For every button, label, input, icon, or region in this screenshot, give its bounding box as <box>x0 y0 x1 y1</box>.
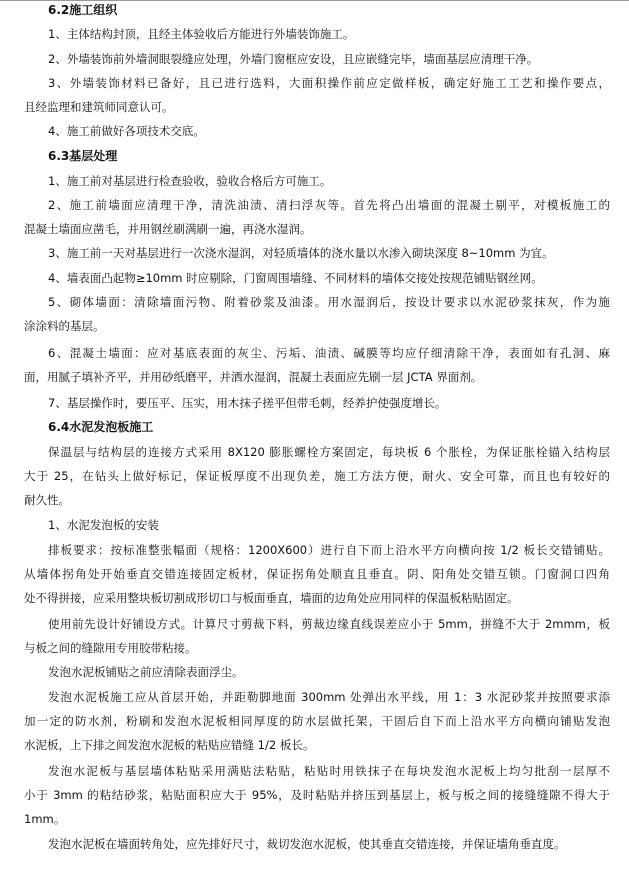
paragraph-line: 发泡水泥板与基层墙体粘贴采用满贴法粘贴，粘贴时用铁抹子在每块发泡水泥板上均匀批刮一层厚不 <box>48 764 610 778</box>
top-rule <box>0 0 629 1</box>
paragraph-line: 水泥板，上下排之间发泡水泥板的粘贴应错缝 1/2 板长。 <box>24 738 315 752</box>
paragraph-line: 发泡水泥板施工应从首层开始，并距勒脚地面 300mm 处弹出水平线，用 1：3 水泥砂浆并按照要求添 <box>48 690 610 704</box>
paragraph-line: 1、施工前对基层进行检查验收，验收合格后方可施工。 <box>48 174 332 188</box>
paragraph-line: 6、混凝土墙面：应对基底表面的灰尘、污垢、油渍、碱膜等均应仔细清除干净，表面如有孔洞、麻 <box>48 346 610 360</box>
paragraph-line: 1、水泥发泡板的安装 <box>48 518 159 532</box>
paragraph-line: 2、外墙装饰前外墙洞眼裂缝应处理，外墙门窗框应安设，且应嵌缝完毕，墙面基层应清理干净。 <box>48 52 539 66</box>
paragraph-line: 与板之间的缝隙用专用胶带粘接。 <box>24 641 197 655</box>
paragraph-line: 使用前先设计好铺设方式。计算尺寸剪裁下料，剪裁边缘直线误差应小于 5mm，拼缝不大于 2mmm，板 <box>48 617 610 631</box>
paragraph-line: 发泡水泥板铺贴之前应清除表面浮尘。 <box>48 665 244 679</box>
section-heading: 6.3基层处理 <box>48 149 118 163</box>
section-heading: 6.2施工组织 <box>48 3 118 17</box>
paragraph-line: 5、砌体墙面：清除墙面污物、附着砂浆及油漆。用水湿润后，按设计要求以水泥砂浆抹灰，作为施 <box>48 295 610 309</box>
paragraph-line: 加一定的防水剂，粉刷和发泡水泥板相同厚度的防水层做托架，干固后自下而上沿水平方向横向铺贴发泡 <box>24 714 610 728</box>
paragraph-line: 3、施工前一天对基层进行一次浇水湿润，对轻质墙体的浇水量以水渗入砌块深度 8~10mm 为宜。 <box>48 246 554 260</box>
paragraph-line: 从墙体拐角处开始垂直交错连接固定板材，保证拐角处顺直且垂直。阴、阳角处交错互锁。门窗洞口四角 <box>24 567 610 581</box>
paragraph-line: 面，用腻子填补齐平，并用砂纸磨平，并洒水湿润，混凝土表面应先刷一层 JCTA 界面剂。 <box>24 370 483 384</box>
paragraph-line: 1、主体结构封顶，且经主体验收后方能进行外墙装饰施工。 <box>48 27 355 41</box>
paragraph-line: 大于 25，在钻头上做好标记，保证板厚度不出现负差，施工方法方便，耐火、安全可靠，而且也有较好的 <box>24 469 610 483</box>
paragraph-line: 7、基层操作时，要压平、压实，用木抹子搓平但带毛刺，经养护使强度增长。 <box>48 396 447 410</box>
paragraph-line: 2、施工前墙面应清理干净，清洗油渍、清扫浮灰等。首先将凸出墙面的混凝土剔平，对模板施工的 <box>48 198 610 212</box>
paragraph-line: 涂涂料的基层。 <box>24 319 105 333</box>
paragraph-line: 1mm。 <box>24 812 66 826</box>
paragraph-line: 排板要求：按标准整张幅面（规格：1200X600）进行自下而上沿水平方向横向按 1/2 板长交错铺贴。 <box>48 543 610 557</box>
paragraph-line: 4、施工前做好各项技术交底。 <box>48 124 205 138</box>
paragraph-line: 4、墙表面凸起物≥10mm 时应剔除，门窗周围墙缝、不同材料的墙体交接处按规范铺贴钢丝网。 <box>48 271 543 285</box>
paragraph-line: 保温层与结构层的连接方式采用 8X120 膨胀螺栓方案固定，每块板 6 个胀栓，为保证胀栓锚入结构层 <box>48 445 610 459</box>
paragraph-line: 3、外墙装饰材料已备好，且已进行选料，大面积操作前应定做样板，确定好施工工艺和操作要点， <box>48 76 610 90</box>
paragraph-line: 耐久性。 <box>24 493 70 507</box>
paragraph-line: 小于 3mm 的粘结砂浆，粘贴面积应大于 95%，及时粘贴并挤压到基层上，板与板之间的接缝缝隙不得大于 <box>24 788 610 802</box>
paragraph-line: 混凝土墙面应凿毛，并用钢丝刷满刷一遍，再浇水湿润。 <box>24 222 312 236</box>
paragraph-line: 处不得拼接，应采用整块板切割成形切口与板面垂直，墙面的边角处应用同样的保温板粘贴固定。 <box>24 591 519 605</box>
paragraph-line: 且经监理和建筑师同意认可。 <box>24 100 174 114</box>
paragraph-line: 发泡水泥板在墙面转角处，应先排好尺寸，裁切发泡水泥板，使其垂直交错连接，并保证墙角垂直度。 <box>48 837 566 851</box>
section-heading: 6.4水泥发泡板施工 <box>48 420 154 434</box>
